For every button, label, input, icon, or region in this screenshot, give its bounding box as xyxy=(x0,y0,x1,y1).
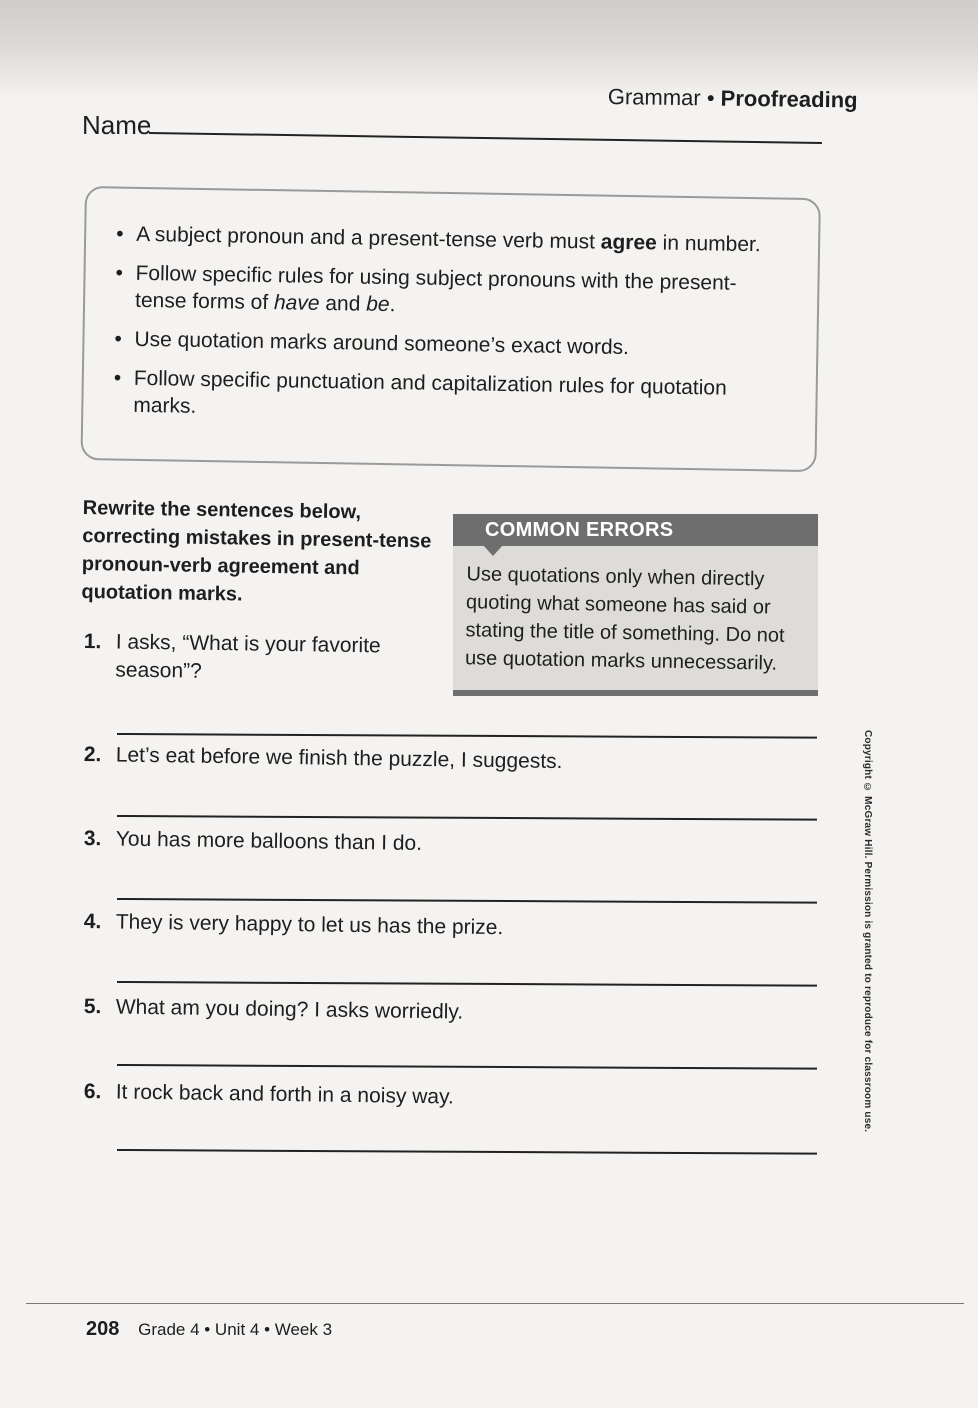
footer-divider xyxy=(26,1303,964,1304)
bullet-icon: • xyxy=(114,327,123,351)
page-footer xyxy=(86,1318,332,1341)
question-number: 4. xyxy=(83,909,102,934)
header-section: Grammar xyxy=(607,84,701,111)
question-4 xyxy=(84,908,784,946)
answer-line-1[interactable] xyxy=(117,733,817,739)
question-text: I asks, “What is your favorite season”? xyxy=(115,630,381,683)
rule-item: • Use quotation marks around someone’s exact words. xyxy=(114,327,630,360)
answer-line-4[interactable] xyxy=(117,981,817,987)
header-topic: Proofreading xyxy=(720,85,858,113)
answer-line-3[interactable] xyxy=(117,898,817,904)
rule-keyword: agree xyxy=(600,230,657,255)
question-1 xyxy=(83,628,414,689)
bullet-icon: • xyxy=(116,222,124,246)
page-header xyxy=(608,84,858,113)
bullet-icon: • xyxy=(113,366,122,390)
copyright-notice: Copyright © McGraw Hill. Permission is granted to reproduce for classroom use. xyxy=(862,730,873,1133)
question-number: 6. xyxy=(83,1079,102,1104)
rule-item: • Follow specific rules for using subject pronouns with the present-tense forms of have and be. xyxy=(115,261,737,317)
question-text: Let’s eat before we finish the puzzle, I suggests. xyxy=(115,743,563,774)
rule-item: • Follow specific punctuation and capitalization rules for quotation marks. xyxy=(113,366,727,418)
question-number: 2. xyxy=(83,742,102,767)
common-errors-title: COMMON ERRORS xyxy=(453,514,818,546)
rule-item: • A subject pronoun and a present-tense verb must agree in number. xyxy=(116,222,761,257)
question-number: 1. xyxy=(83,629,102,654)
question-2 xyxy=(84,741,784,779)
bullet-icon: • xyxy=(115,261,124,285)
question-text: You has more balloons than I do. xyxy=(115,827,423,856)
question-number: 5. xyxy=(83,994,102,1019)
question-number: 3. xyxy=(83,826,102,851)
common-errors-text: Use quotations only when directly quoting what someone has said or stating the title of something. Do not use quotation marks unnecessarily. xyxy=(464,563,785,675)
question-6 xyxy=(84,1078,784,1116)
name-input-line[interactable] xyxy=(149,132,822,144)
answer-line-5[interactable] xyxy=(117,1064,817,1070)
question-text: What am you doing? I asks worriedly. xyxy=(115,995,464,1024)
question-5 xyxy=(84,993,784,1031)
rule-keyword: have xyxy=(273,291,320,315)
common-errors-box xyxy=(453,514,818,696)
rules-box xyxy=(80,186,820,472)
question-text: It rock back and forth in a noisy way. xyxy=(115,1080,455,1109)
question-3 xyxy=(84,825,784,863)
page-shadow xyxy=(0,0,978,100)
footer-location: Grade 4 • Unit 4 • Week 3 xyxy=(138,1320,333,1339)
instructions: Rewrite the sentences below, correcting mistakes in present-tense pronoun-verb agreement and quotation marks. xyxy=(81,496,432,606)
rule-keyword: be xyxy=(366,292,390,317)
rules-list xyxy=(83,188,819,430)
header-separator: • xyxy=(706,85,715,111)
answer-line-2[interactable] xyxy=(117,815,817,821)
question-text: They is very happy to let us has the prize. xyxy=(115,910,504,940)
answer-line-6[interactable] xyxy=(117,1149,817,1155)
name-label: Name xyxy=(82,110,152,140)
page-number: 208 xyxy=(86,1318,120,1340)
